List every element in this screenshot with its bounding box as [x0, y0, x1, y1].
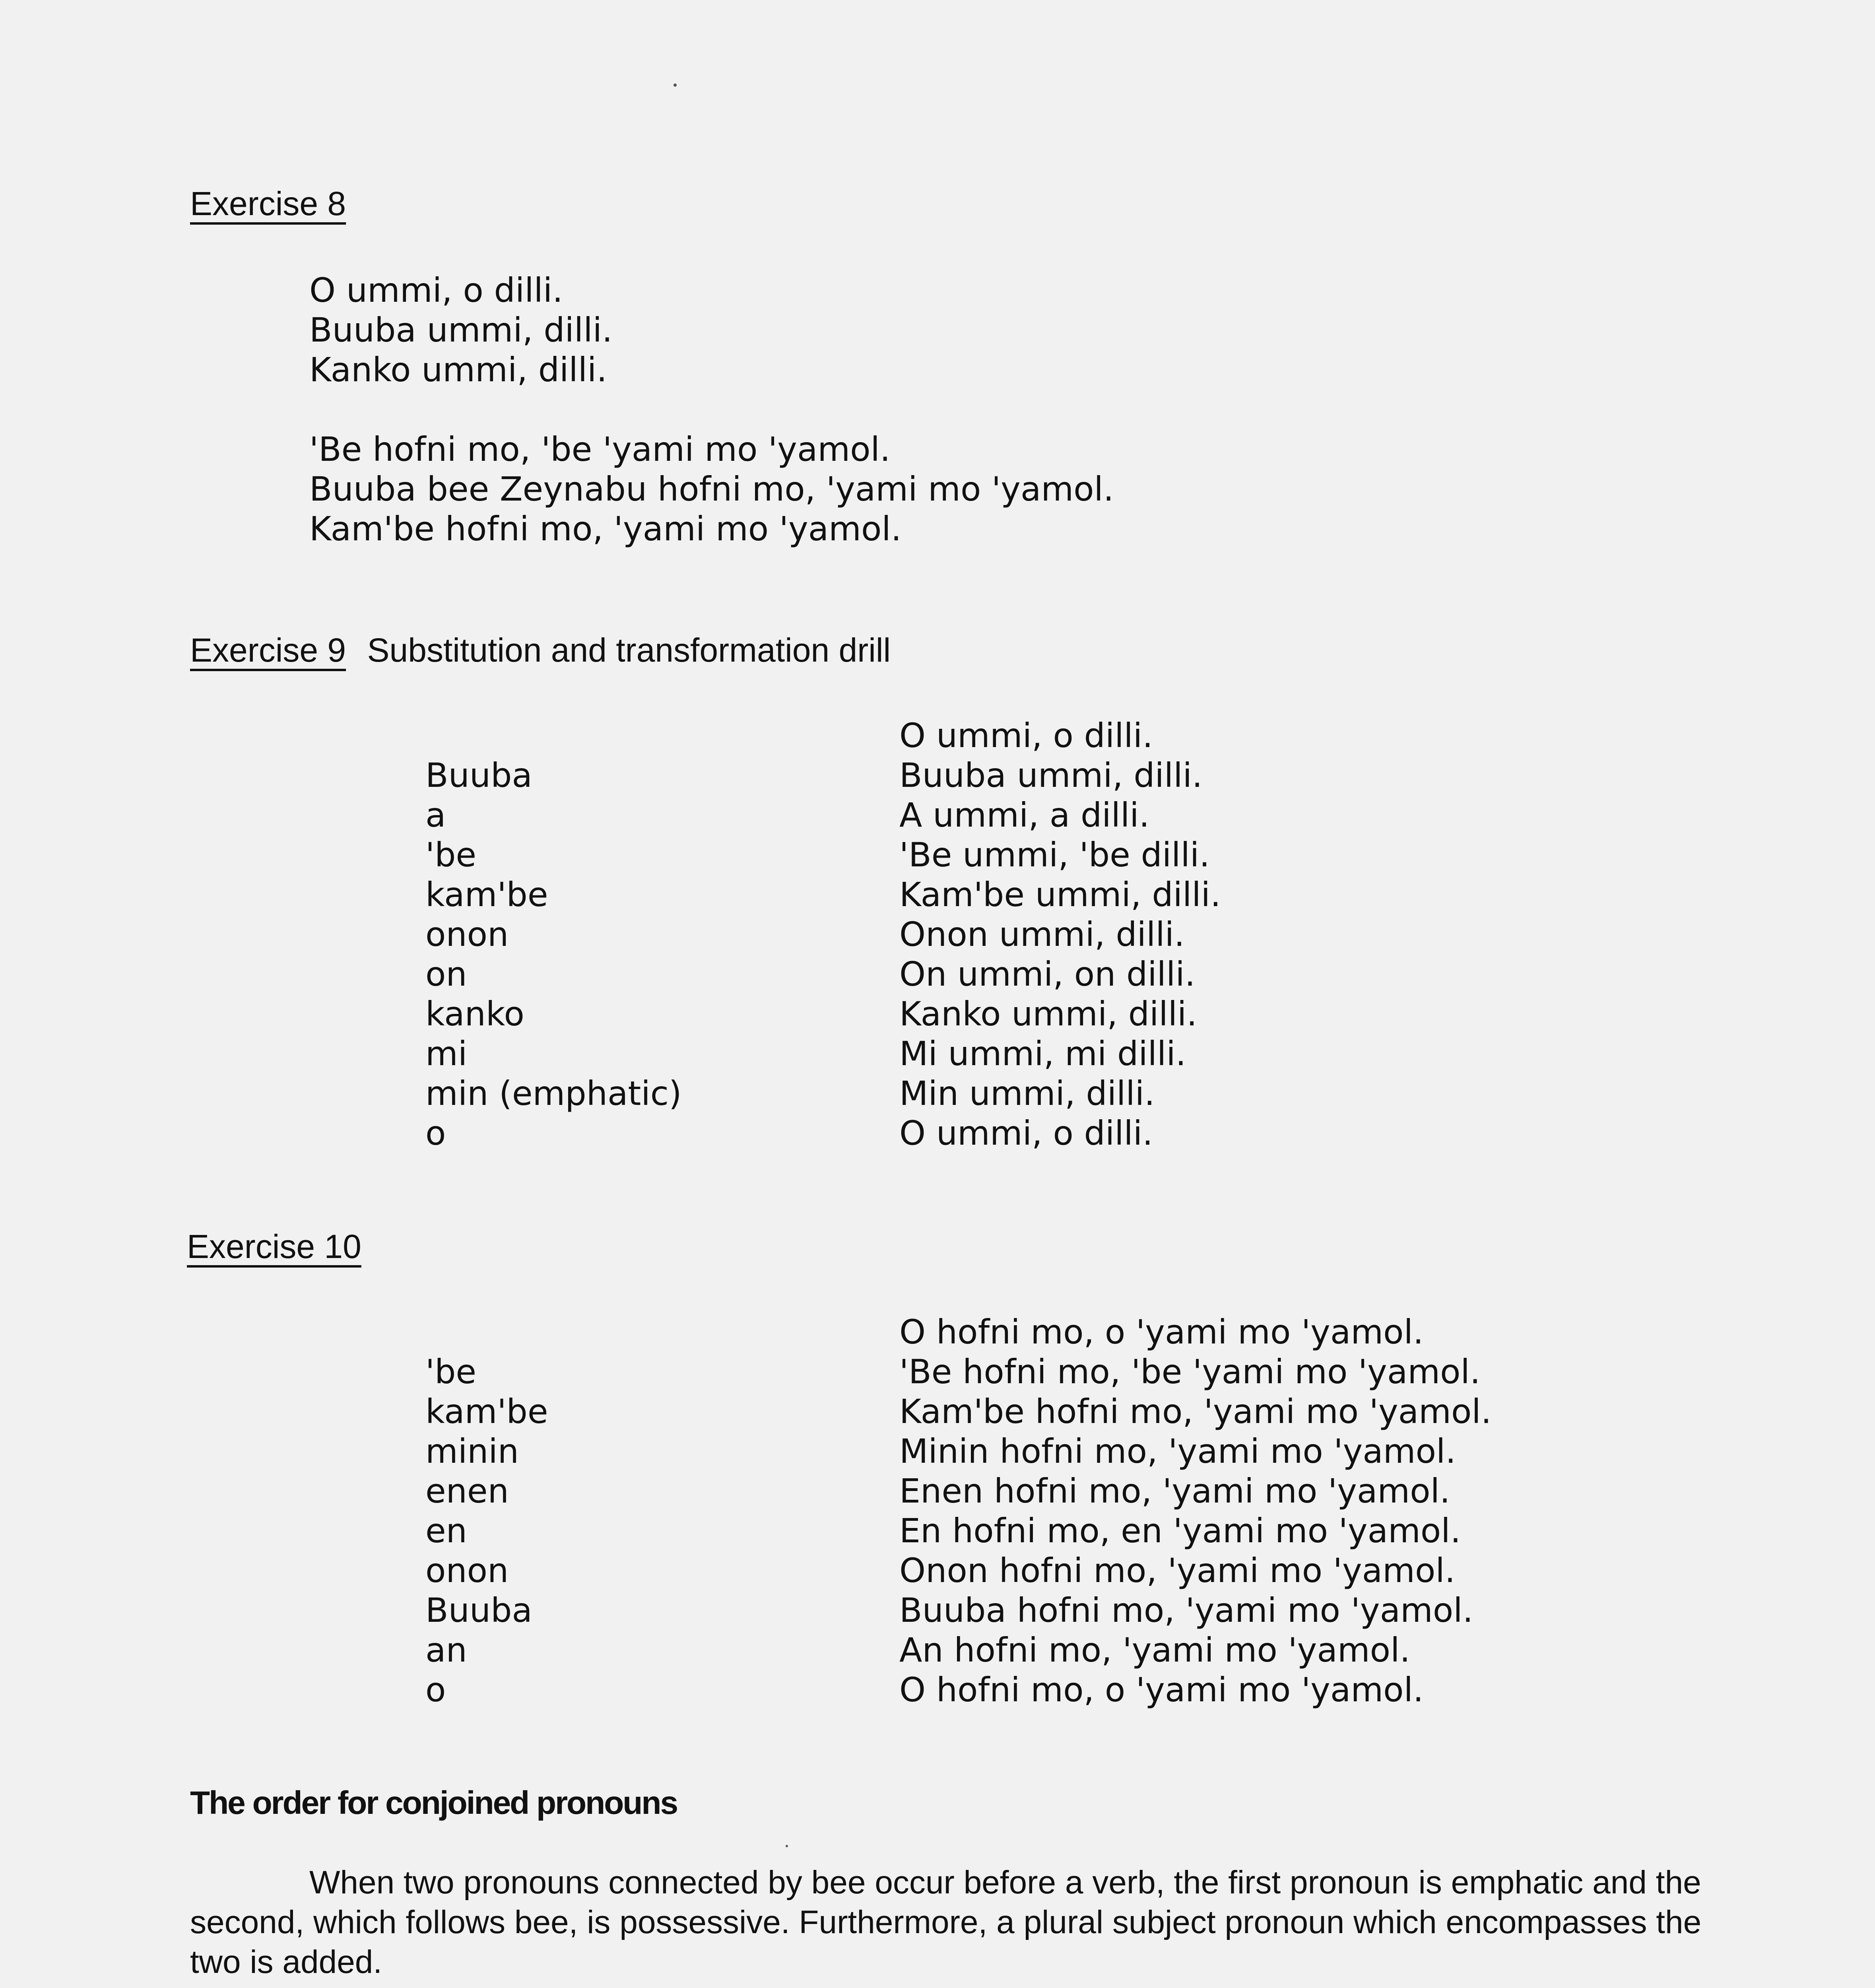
exercise-8-label: Exercise 8	[190, 185, 346, 222]
cue-item: 'be	[425, 835, 477, 874]
exercise-8-line: Kam'be hofni mo, 'yami mo 'yamol.	[309, 509, 902, 548]
cue-item: enen	[425, 1472, 509, 1510]
response-item: 'Be ummi, 'be dilli.	[899, 835, 1210, 874]
exercise-10-heading	[187, 1227, 361, 1266]
response-item: Onon hofni mo, 'yami mo 'yamol.	[899, 1551, 1456, 1590]
cue-item: kam'be	[425, 875, 548, 914]
cue-item: an	[425, 1631, 467, 1670]
cue-item: a	[425, 796, 446, 835]
exercise-9-subtitle: Substitution and transformation drill	[367, 631, 891, 669]
response-item: En hofni mo, en 'yami mo 'yamol.	[899, 1511, 1461, 1550]
speck-mark	[786, 1845, 788, 1847]
cue-item: on	[425, 955, 467, 994]
cue-item: onon	[425, 1551, 509, 1590]
cue-item: Buuba	[425, 1591, 532, 1630]
response-item: A ummi, a dilli.	[899, 796, 1150, 835]
cue-item: min (emphatic)	[425, 1074, 682, 1113]
response-item: O ummi, o dilli.	[899, 1114, 1153, 1153]
exercise-8-heading	[190, 184, 346, 223]
speck-mark	[674, 83, 677, 87]
cue-item: onon	[425, 915, 509, 954]
conjoined-paragraph-text: When two pronouns connected by bee occur before a verb, the first pronoun is emphatic and the second, which follows bee, is possessive. Furthermore, a plural subject pronoun which encompasses the two is added.	[190, 1864, 1702, 1980]
cue-item: kanko	[425, 994, 524, 1033]
cue-item: 'be	[425, 1352, 477, 1391]
response-item: O hofni mo, o 'yami mo 'yamol.	[899, 1670, 1424, 1709]
response-item: Kanko ummi, dilli.	[899, 994, 1198, 1033]
response-item: Buuba ummi, dilli.	[899, 756, 1203, 795]
response-item: An hofni mo, 'yami mo 'yamol.	[899, 1631, 1411, 1670]
cue-item: minin	[425, 1432, 519, 1471]
exercise-9-heading	[190, 630, 891, 670]
exercise-10-model: O hofni mo, o 'yami mo 'yamol.	[899, 1312, 1424, 1351]
response-item: Onon ummi, dilli.	[899, 915, 1185, 954]
exercise-8-line: Kanko ummi, dilli.	[309, 350, 608, 389]
response-item: Buuba hofni mo, 'yami mo 'yamol.	[899, 1591, 1473, 1630]
cue-item: kam'be	[425, 1392, 548, 1431]
cue-item: en	[425, 1511, 467, 1550]
cue-item: o	[425, 1114, 446, 1153]
exercise-9-label: Exercise 9	[190, 631, 346, 669]
response-item: Mi ummi, mi dilli.	[899, 1034, 1186, 1073]
exercise-8-line: Buuba bee Zeynabu hofni mo, 'yami mo 'yamol.	[309, 470, 1114, 509]
exercise-9-model: O ummi, o dilli.	[899, 716, 1153, 755]
exercise-10-label: Exercise 10	[187, 1228, 361, 1265]
response-item: 'Be hofni mo, 'be 'yami mo 'yamol.	[899, 1352, 1481, 1391]
response-item: Minin hofni mo, 'yami mo 'yamol.	[899, 1432, 1456, 1471]
conjoined-paragraph	[190, 1863, 1733, 1982]
response-item: On ummi, on dilli.	[899, 955, 1196, 994]
exercise-8-line: 'Be hofni mo, 'be 'yami mo 'yamol.	[309, 430, 891, 469]
cue-item: o	[425, 1670, 446, 1709]
conjoined-pronouns-heading: The order for conjoined pronouns	[190, 1785, 677, 1821]
response-item: Min ummi, dilli.	[899, 1074, 1155, 1113]
response-item: Kam'be ummi, dilli.	[899, 875, 1221, 914]
response-item: Kam'be hofni mo, 'yami mo 'yamol.	[899, 1392, 1492, 1431]
cue-item: Buuba	[425, 756, 532, 795]
response-item: Enen hofni mo, 'yami mo 'yamol.	[899, 1472, 1450, 1510]
cue-item: mi	[425, 1034, 468, 1073]
exercise-8-line: Buuba ummi, dilli.	[309, 311, 613, 349]
exercise-8-line: O ummi, o dilli.	[309, 271, 563, 310]
